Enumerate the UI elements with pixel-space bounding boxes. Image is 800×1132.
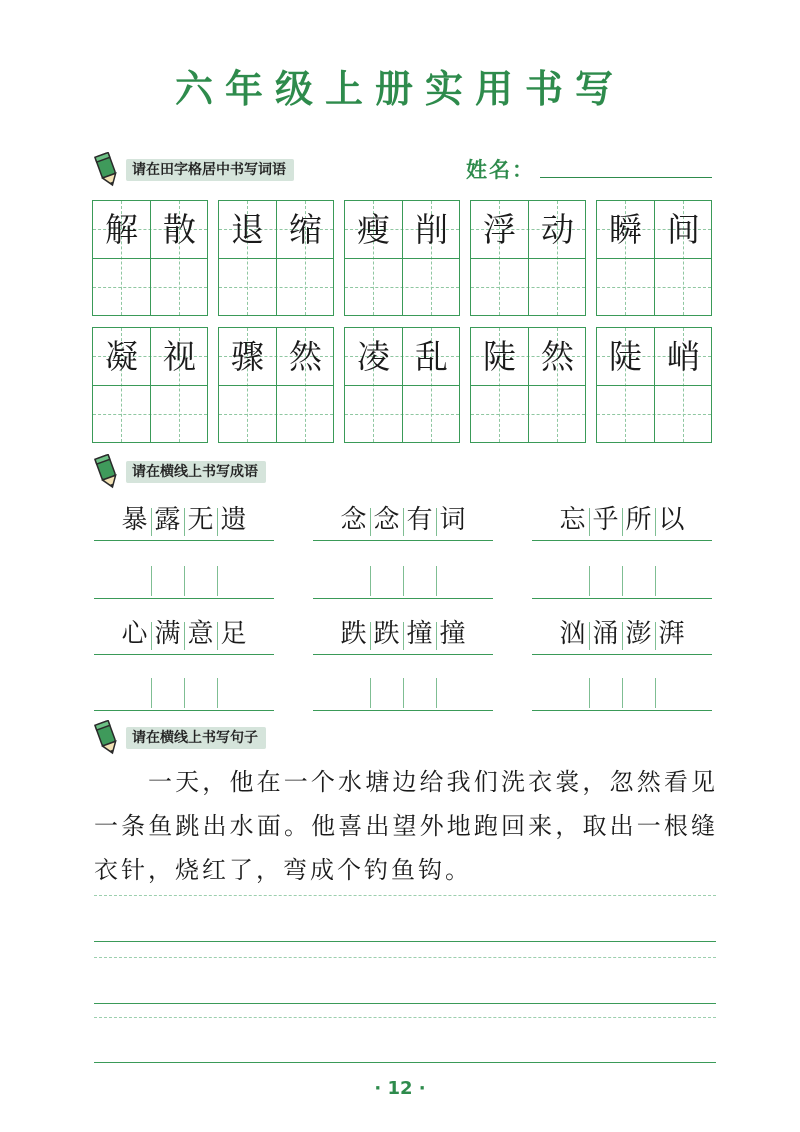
idiom-item [313, 614, 493, 655]
page-number: · 12 · [374, 1078, 426, 1099]
word-char: 视 [163, 337, 196, 376]
idiom-item [313, 500, 493, 541]
word-char: 散 [163, 210, 196, 249]
word-char: 然 [289, 337, 322, 376]
word-char: 凝 [105, 337, 138, 376]
word-grid-row-2 [92, 327, 712, 445]
word-char: 陡 [483, 337, 516, 376]
section-idioms-label: 请在横线上书写成语 [126, 461, 266, 483]
writing-guide-line [94, 1017, 716, 1018]
idiom-blank[interactable] [313, 674, 493, 711]
word-char: 削 [415, 210, 448, 249]
idiom-char: 露 [154, 505, 181, 535]
idiom-char: 忘 [559, 505, 586, 535]
idiom-char: 暴 [121, 505, 148, 535]
idiom-char: 跌 [373, 619, 400, 649]
page-title: 六年级上册实用书写 [174, 67, 625, 111]
word-block[interactable] [596, 200, 712, 316]
idiom-char: 无 [187, 505, 214, 535]
word-char: 凌 [357, 337, 390, 376]
idiom-char: 撞 [439, 619, 466, 649]
idiom-char: 涌 [592, 619, 619, 649]
word-char: 动 [541, 210, 574, 249]
word-block[interactable] [344, 200, 460, 316]
idiom-blank[interactable] [532, 674, 712, 711]
word-char: 骤 [231, 337, 264, 376]
word-char: 乱 [415, 337, 448, 376]
word-block[interactable] [218, 327, 334, 443]
name-label: 姓名： [466, 158, 535, 182]
word-char: 瘦 [357, 210, 390, 249]
word-block[interactable] [92, 200, 208, 316]
name-input-line[interactable] [540, 177, 712, 178]
idiom-char: 意 [187, 619, 214, 649]
idiom-char: 心 [121, 619, 148, 649]
word-block[interactable] [470, 327, 586, 443]
pencil-icon [92, 152, 122, 188]
writing-line[interactable] [94, 1003, 716, 1004]
word-block[interactable] [470, 200, 586, 316]
idiom-char: 所 [625, 505, 652, 535]
writing-line[interactable] [94, 941, 716, 942]
idiom-blank[interactable] [313, 562, 493, 599]
idiom-char: 以 [658, 505, 685, 535]
idiom-char: 乎 [592, 505, 619, 535]
idiom-item [532, 614, 712, 655]
writing-line[interactable] [94, 1062, 716, 1063]
word-char: 峭 [667, 337, 700, 376]
idiom-char: 念 [340, 505, 367, 535]
word-char: 退 [231, 210, 264, 249]
idiom-item [94, 614, 274, 655]
idiom-char: 撞 [406, 619, 433, 649]
passage-text: 一天，他在一个水塘边给我们洗衣裳，忽然看见一条鱼跳出水面。他喜出望外地跑回来，取出一根缝衣针，烧红了，弯成个钓鱼钩。 [94, 768, 718, 884]
section-words-label: 请在田字格居中书写词语 [126, 159, 294, 181]
word-char: 瞬 [609, 210, 642, 249]
word-char: 浮 [483, 210, 516, 249]
idiom-char: 汹 [559, 619, 586, 649]
idiom-blank[interactable] [94, 562, 274, 599]
idiom-blank[interactable] [94, 674, 274, 711]
idiom-char: 澎 [625, 619, 652, 649]
word-block[interactable] [596, 327, 712, 443]
word-char: 缩 [289, 210, 322, 249]
word-char: 解 [105, 210, 138, 249]
word-char: 陡 [609, 337, 642, 376]
word-block[interactable] [218, 200, 334, 316]
section-sentences-label: 请在横线上书写句子 [126, 727, 266, 749]
idiom-char: 念 [373, 505, 400, 535]
idiom-item [532, 500, 712, 541]
writing-guide-line [94, 895, 716, 896]
idiom-char: 湃 [658, 619, 685, 649]
idiom-char: 满 [154, 619, 181, 649]
word-block[interactable] [344, 327, 460, 443]
idiom-item [94, 500, 274, 541]
pencil-icon [92, 454, 122, 490]
idiom-char: 跌 [340, 619, 367, 649]
word-char: 然 [541, 337, 574, 376]
idiom-char: 词 [439, 505, 466, 535]
idiom-char: 足 [220, 619, 247, 649]
idiom-blank[interactable] [532, 562, 712, 599]
word-char: 间 [667, 210, 700, 249]
idiom-char: 有 [406, 505, 433, 535]
word-block[interactable] [92, 327, 208, 443]
writing-guide-line [94, 957, 716, 958]
pencil-icon [92, 720, 122, 756]
word-grid-row-1 [92, 200, 712, 318]
idiom-char: 遗 [220, 505, 247, 535]
